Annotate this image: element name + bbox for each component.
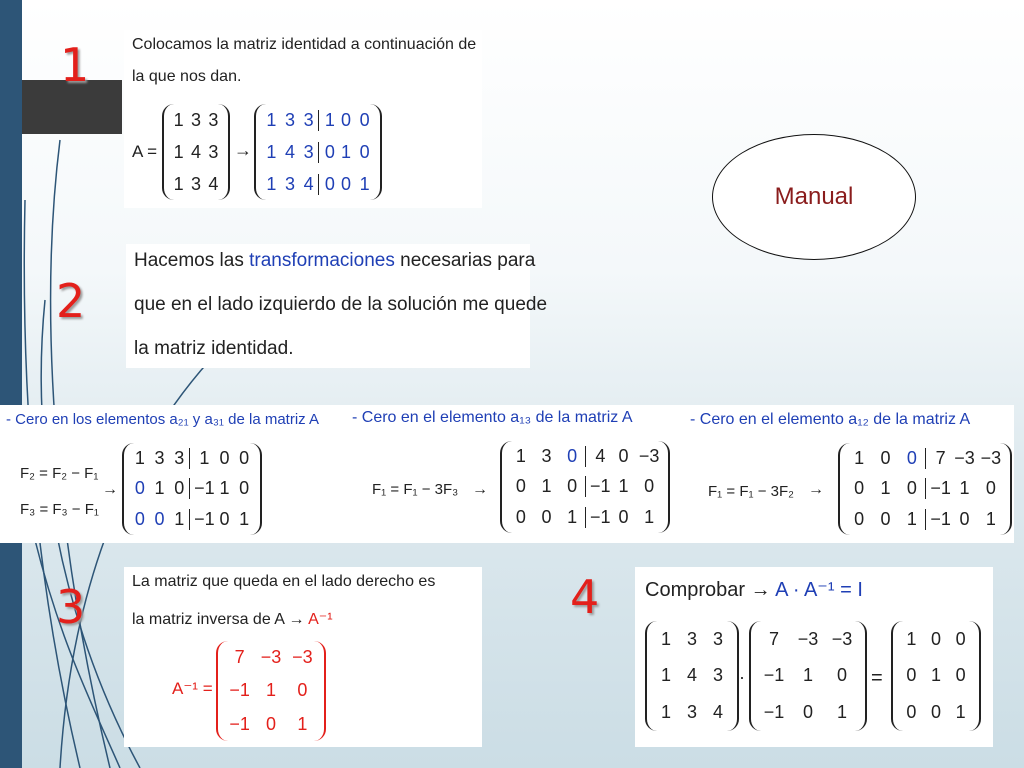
check-matrix-a [645,621,739,731]
check-formula: A · A⁻¹ = I [775,579,863,601]
step1-line2: la que nos dan. [132,68,242,85]
matrix-cell: 0 [239,447,250,468]
check-line [645,577,863,602]
matrix-cell: 0 [318,142,337,163]
matrix-a [162,104,230,200]
t1-op2: F₃ = F₃ − F₁ [20,501,99,518]
matrix-cell: 4 [712,702,723,723]
matrix-cell: 0 [297,680,308,701]
matrix-cell: 0 [955,665,966,686]
matrix-cell: 4 [303,173,314,194]
matrix-cell: 3 [303,109,314,130]
matrix-cell: 4 [585,446,611,467]
matrix-cell: 3 [208,141,219,162]
matrix-cell: 0 [541,507,552,528]
matrix-cell: 0 [880,509,891,530]
check-eq: = [871,667,883,689]
matrix-cell: 0 [219,447,230,468]
matrix-cell: 1 [854,447,865,468]
step1-panel [124,30,482,208]
matrix-cell: 3 [541,445,552,466]
matrix-cell: 3 [154,447,165,468]
matrix-cell: 0 [985,478,996,499]
matrix-cell: 1 [154,478,165,499]
manual-label: Manual [774,183,854,210]
matrix-cell: 0 [515,476,526,497]
matrix-cell: 1 [660,702,671,723]
step2-line3: la matriz identidad. [134,338,294,359]
step2-line1-pre: Hacemos las [134,250,250,271]
matrix-cell: 3 [712,628,723,649]
inv-label: A⁻¹ = [172,679,213,698]
matrix-cell: 0 [906,702,917,723]
matrix-cell: −1 [585,507,611,528]
matrix-cell: 3 [686,702,697,723]
t2-matrix [500,441,670,533]
t1-title: - Cero en los elementos a₂₁ y a₃₁ de la matriz A [6,411,320,428]
matrix-cell: 0 [930,628,941,649]
matrix-cell: 1 [266,109,277,130]
step3-panel [124,567,482,747]
matrix-cell: −3 [292,647,313,668]
matrix-cell: 1 [359,173,370,194]
transformaciones-link[interactable]: transformaciones [249,250,395,271]
matrix-cell: 1 [266,141,277,162]
matrix-cell: 3 [174,447,185,468]
matrix-cell: 1 [173,109,184,130]
matrix-cell: 0 [239,478,250,499]
matrix-cell: −3 [260,647,282,668]
matrix-cell: −1 [925,509,951,530]
matrix-cell: 0 [955,628,966,649]
matrix-cell: 0 [567,445,578,466]
matrix-cell: 0 [959,509,970,530]
a-inverse-red: A⁻¹ [308,611,333,628]
matrix-cell: 1 [959,478,970,499]
step2-line1 [134,250,535,272]
matrix-cell: −1 [229,713,250,734]
matrix-cell: 1 [239,509,250,530]
step-number-4: 4 [570,570,600,624]
matrix-cell: 0 [318,174,337,195]
t1-op1: F₂ = F₂ − F₁ [20,465,99,482]
matrix-cell: 0 [134,509,145,530]
check-matrix-inv [749,621,867,731]
a-label: A = [132,142,158,161]
matrix-cell: 0 [567,476,578,497]
matrix-cell: 1 [266,173,277,194]
t1-matrix [122,443,262,535]
check-identity [891,621,981,731]
matrix-cell: 1 [297,713,308,734]
matrix-cell: −1 [189,509,215,530]
step-number-1: 1 [60,38,90,92]
matrix-cell: 0 [836,665,847,686]
check-dot: · [739,667,745,687]
matrix-cell: 0 [880,447,891,468]
matrix-cell: 0 [906,478,917,499]
matrix-cell: −3 [638,445,660,466]
step3-line1: La matriz que queda en el lado derecho es [132,573,436,590]
matrix-cell: 1 [189,448,215,469]
matrix-cell: 0 [854,509,865,530]
matrix-cell: 4 [190,141,201,162]
matrix-cell: 1 [265,680,276,701]
matrix-cell: 0 [854,478,865,499]
matrix-cell: −1 [763,665,785,686]
matrix-cell: 7 [768,628,779,649]
matrix-cell: 1 [660,665,671,686]
matrix-cell: 0 [359,109,370,130]
matrix-cell: 1 [515,445,526,466]
matrix-cell: −1 [763,702,785,723]
matrix-cell: 3 [208,109,219,130]
transforms-band [0,405,1014,543]
manual-ellipse [712,134,916,260]
matrix-cell: −3 [831,628,853,649]
matrix-cell: 3 [284,109,295,130]
t3-matrix [838,443,1012,535]
matrix-cell: 4 [208,173,219,194]
matrix-cell: 1 [173,141,184,162]
matrix-cell: −1 [925,478,951,499]
matrix-cell: 0 [515,507,526,528]
matrix-cell: 0 [618,445,629,466]
matrix-cell: 1 [955,702,966,723]
matrix-cell: 1 [340,141,351,162]
matrix-cell: 7 [925,448,951,469]
t3-title: - Cero en el elemento a₁₂ de la matriz A [690,411,971,428]
matrix-cell: 0 [618,507,629,528]
matrix-cell: 1 [930,665,941,686]
matrix-cell: 0 [265,713,276,734]
matrix-cell: 1 [985,509,996,530]
matrix-cell: 0 [134,478,145,499]
matrix-cell: 1 [134,447,145,468]
matrix-cell: 0 [802,702,813,723]
matrix-cell: −3 [797,628,819,649]
matrix-cell: 3 [190,109,201,130]
check-pre: Comprobar → [645,579,771,601]
matrix-cell: 4 [284,141,295,162]
matrix-cell: 1 [660,628,671,649]
t2-op: F₁ = F₁ − 3F₃ [372,481,459,498]
matrix-cell: −1 [189,478,215,499]
matrix-cell: −3 [980,447,1002,468]
matrix-cell: 0 [219,509,230,530]
step3-line2-pre: la matriz inversa de A → [132,611,305,628]
t3-op: F₁ = F₁ − 3F₂ [708,483,794,500]
step3-line2 [132,609,333,629]
t1-arrow: → [102,481,118,498]
augmented-matrix [254,104,382,200]
matrix-cell: 4 [686,665,697,686]
matrix-cell: 1 [541,476,552,497]
inverse-matrix [216,641,326,741]
step-number-3: 3 [56,580,86,634]
step2-panel [126,244,548,368]
step2-line1-post: necesarias para [394,250,536,271]
matrix-cell: 1 [644,507,655,528]
matrix-cell: 0 [174,478,185,499]
matrix-cell: 1 [802,665,813,686]
matrix-cell: 1 [618,476,629,497]
t2-arrow: → [472,481,488,498]
matrix-cell: 3 [284,173,295,194]
matrix-cell: 0 [359,141,370,162]
matrix-cell: 0 [906,447,917,468]
matrix-cell: 0 [154,509,165,530]
matrix-cell: 0 [930,702,941,723]
matrix-cell: 3 [303,141,314,162]
matrix-cell: 1 [219,478,230,499]
matrix-cell: 1 [906,509,917,530]
matrix-cell: 1 [173,173,184,194]
matrix-cell: −1 [585,476,611,497]
t2-title: - Cero en el elemento a₁₃ de la matriz A [352,409,633,426]
matrix-cell: 0 [906,665,917,686]
matrix-cell: 1 [174,509,185,530]
step-number-2: 2 [56,274,86,328]
matrix-cell: 1 [906,628,917,649]
matrix-cell: 7 [234,647,245,668]
matrix-cell: 3 [686,628,697,649]
matrix-cell: 3 [190,173,201,194]
arrow-right: → [234,140,252,160]
matrix-cell: −3 [954,447,975,468]
matrix-cell: 0 [644,476,655,497]
step2-line2: que en el lado izquierdo de la solución me quede [134,294,548,315]
matrix-cell: 1 [880,478,891,499]
step4-panel [635,567,993,747]
step1-line1: Colocamos la matriz identidad a continuación de [132,36,477,53]
matrix-cell: 0 [340,109,351,130]
t3-arrow: → [808,481,824,498]
matrix-cell: 1 [567,507,578,528]
matrix-cell: 1 [318,110,337,131]
matrix-cell: 0 [340,173,351,194]
matrix-cell: −1 [229,680,250,701]
matrix-cell: 1 [836,702,847,723]
matrix-cell: 3 [712,665,723,686]
